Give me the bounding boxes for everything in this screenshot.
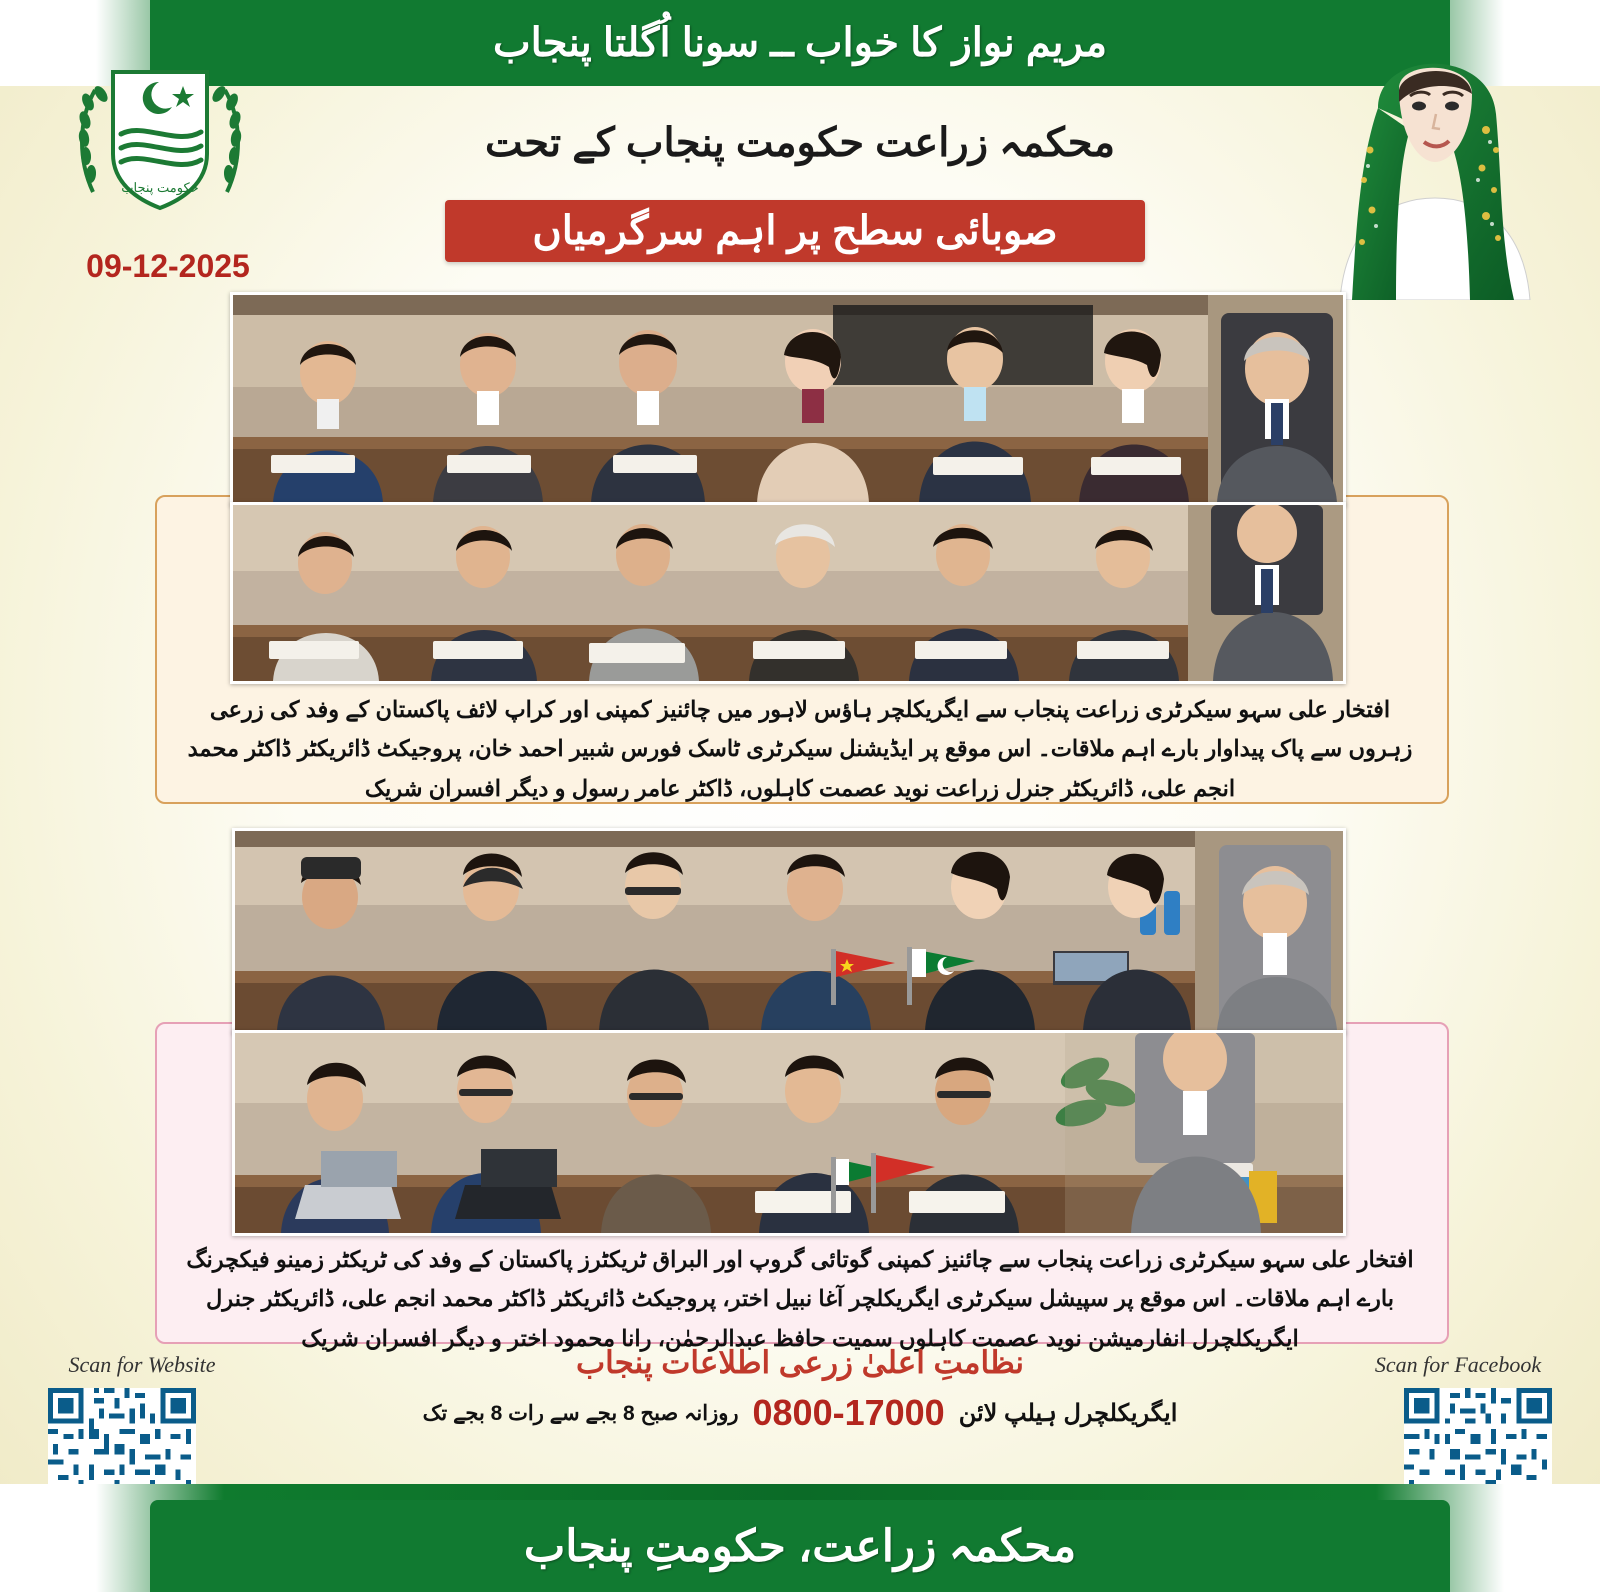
svg-text:حکومت پنجاب: حکومت پنجاب (121, 180, 199, 195)
helpline-row (370, 1392, 1230, 1434)
poster-date: 09-12-2025 (86, 248, 250, 284)
bottom-banner-inner (150, 1500, 1450, 1592)
scan-facebook-label: Scan for Facebook (1374, 1352, 1542, 1377)
top-banner-inner (150, 0, 1450, 86)
meeting-photo-1-bottom (230, 502, 1346, 684)
page-subtitle: محکمہ زراعت حکومت پنجاب کے تحت (484, 121, 1116, 165)
helpline-number: 0800-17000 (752, 1392, 945, 1433)
scan-website-label: Scan for Website (68, 1352, 216, 1377)
helpline-label: ایگریکلچرل ہیلپ لائن (958, 1399, 1178, 1427)
helpline-time: روزانہ صبح 8 بجے سے رات 8 بجے تک (422, 1401, 739, 1425)
slogan-text: مریم نواز کا خواب ــ سونا اُگلتا پنجاب (492, 21, 1108, 65)
department-name: محکمہ زراعت، حکومتِ پنجاب (523, 1521, 1077, 1571)
punjab-government-logo-icon (55, 42, 265, 232)
meeting-photo-1-top (230, 292, 1346, 506)
bottom-banner (0, 1484, 1600, 1592)
maryam-nawaz-portrait (1300, 10, 1570, 300)
helpline-title: نظامتِ اعلیٰ زرعی اطلاعات پنجاب (575, 1345, 1025, 1380)
meeting-photo-2-bottom (232, 1030, 1346, 1236)
meeting-photo-2-top (232, 828, 1346, 1034)
page-title-highlight: صوبائی سطح پر اہم سرگرمیاں (445, 200, 1145, 262)
section-2-caption: افتخار علی سہو سیکرٹری زراعت پنجاب سے چائنیز کمپنی گوتائی گروپ اور البراق ٹریکٹرز پاکستان کے وفد کی ٹریکٹر زمینو فیکچرنگ بارے اہم ملاقات۔ اس موقع پر سپیشل سیکرٹری ایگریکلچر آغا نبیل اختر، پروجیکٹ ڈائریکٹر ڈاکٹر محمد انجم علی، ڈائریکٹر جنرل ایگریکلچرل انفارمیشن نوید عصمت کاہلوں سمیت حافظ عبدالرحمٰن، رانا محمود اختر و دیگر افسران شریک (186, 1247, 1414, 1351)
section-1-caption: افتخار علی سہو سیکرٹری زراعت پنجاب سے ایگریکلچر ہاؤس لاہور میں چائنیز کمپنی اور کراپ لائف پاکستان کے وفد کی زرعی زہروں سے پاک پیداوار بارے اہم ملاقات۔ اس موقع پر ایڈیشنل سیکرٹری ٹاسک فورس شبیر احمد خان، پروجیکٹ ڈائریکٹر ڈاکٹر محمد انجم علی، ڈائریکٹر جنرل زراعت نوید عصمت کاہلوں، ڈاکٹر عامر رسول و دیگر افسران شریک (187, 697, 1413, 801)
